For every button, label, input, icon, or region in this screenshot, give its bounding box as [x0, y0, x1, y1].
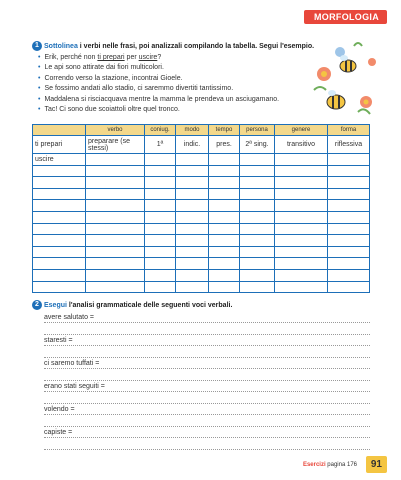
table-cell[interactable] — [240, 165, 275, 177]
table-cell[interactable] — [86, 211, 145, 223]
table-cell[interactable] — [176, 258, 209, 270]
exercise-2-number: 2 — [32, 300, 42, 310]
table-cell[interactable] — [240, 211, 275, 223]
table-cell[interactable] — [145, 188, 176, 200]
table-cell[interactable] — [145, 154, 176, 166]
table-row — [33, 235, 370, 247]
table-cell[interactable] — [240, 258, 275, 270]
table-cell[interactable] — [145, 269, 176, 281]
table-header-coniug: coniug. — [145, 125, 176, 136]
answer-line[interactable]: capiste = — [44, 429, 370, 439]
table-cell[interactable] — [275, 235, 328, 247]
table-cell[interactable] — [209, 246, 240, 258]
table-cell[interactable] — [275, 258, 328, 270]
page-number: 91 — [366, 456, 387, 473]
table-row — [33, 154, 370, 166]
table-cell[interactable] — [275, 165, 328, 177]
table-cell[interactable] — [33, 188, 86, 200]
table-cell[interactable] — [240, 235, 275, 247]
table-cell[interactable] — [328, 188, 370, 200]
table-header-verbo: verbo — [86, 125, 145, 136]
table-row — [33, 246, 370, 258]
table-row — [33, 269, 370, 281]
exercise-1-number: 1 — [32, 41, 42, 51]
answer-line[interactable]: ci saremo tuffati = — [44, 360, 370, 370]
table-cell[interactable] — [240, 200, 275, 212]
table-cell[interactable] — [328, 211, 370, 223]
answer-line[interactable] — [44, 326, 370, 336]
table-cell[interactable] — [33, 246, 86, 258]
table-cell[interactable] — [240, 154, 275, 166]
table-cell[interactable] — [328, 177, 370, 189]
table-cell: 2ª sing. — [240, 136, 275, 154]
table-cell[interactable] — [209, 258, 240, 270]
table-cell[interactable] — [209, 269, 240, 281]
table-header-row — [33, 125, 370, 136]
table-cell[interactable] — [240, 223, 275, 235]
exercise-1-title: 1 Sottolinea i verbi nelle frasi, poi analizzali compilando la tabella. Segui l'esempio. — [32, 41, 314, 51]
table-row — [33, 177, 370, 189]
table-cell[interactable] — [86, 281, 145, 293]
table-cell[interactable] — [328, 246, 370, 258]
table-cell[interactable] — [176, 269, 209, 281]
table-row — [33, 258, 370, 270]
answer-line[interactable] — [44, 349, 370, 359]
table-cell[interactable] — [240, 188, 275, 200]
sentence-4: • Se fossimo andati allo stadio, ci saremmo divertiti tantissimo. — [38, 84, 279, 94]
answer-line[interactable] — [44, 395, 370, 405]
table-cell: pres. — [209, 136, 240, 154]
table-cell[interactable] — [209, 165, 240, 177]
table-cell[interactable] — [33, 211, 86, 223]
answer-line[interactable]: erano stati seguiti = — [44, 383, 370, 393]
table-cell[interactable] — [33, 200, 86, 212]
table-cell[interactable] — [176, 281, 209, 293]
table-cell: uscire — [33, 154, 86, 166]
table-cell[interactable] — [145, 235, 176, 247]
table-cell[interactable] — [86, 269, 145, 281]
table-cell[interactable] — [86, 154, 145, 166]
table-header-tempo: tempo — [209, 125, 240, 136]
table-cell: riflessiva — [328, 136, 370, 154]
table-cell: preparare (se stessi) — [86, 136, 145, 154]
section-header: MORFOLOGIA — [304, 10, 387, 24]
table-row — [33, 188, 370, 200]
table-row-example — [33, 136, 370, 154]
answer-line[interactable]: staresti = — [44, 337, 370, 347]
table-cell[interactable] — [33, 165, 86, 177]
table-header-genere: genere — [275, 125, 328, 136]
sentence-2: • Le api sono attirate dai fiori multicolori. — [38, 63, 279, 73]
table-cell[interactable] — [176, 177, 209, 189]
table-header-persona: persona — [240, 125, 275, 136]
answer-line[interactable]: avere salutato = — [44, 314, 370, 324]
sentence-list — [38, 53, 279, 115]
table-cell[interactable] — [240, 177, 275, 189]
table-cell[interactable] — [209, 177, 240, 189]
analysis-table — [32, 124, 370, 293]
sentence-3: • Correndo verso la stazione, incontrai Gioele. — [38, 74, 279, 84]
table-header-modo: modo — [176, 125, 209, 136]
table-cell[interactable] — [240, 246, 275, 258]
table-cell[interactable] — [86, 188, 145, 200]
table-cell[interactable] — [328, 281, 370, 293]
table-cell[interactable] — [176, 188, 209, 200]
answer-line[interactable] — [44, 441, 370, 451]
table-cell[interactable] — [33, 223, 86, 235]
table-header-blank — [33, 125, 86, 136]
table-cell[interactable] — [145, 258, 176, 270]
sentence-1: • Erik, perché non ti prepari per uscire? — [38, 53, 279, 63]
table-cell[interactable] — [145, 200, 176, 212]
table-row — [33, 281, 370, 293]
table-cell[interactable] — [33, 281, 86, 293]
table-cell[interactable] — [275, 177, 328, 189]
table-cell[interactable] — [328, 269, 370, 281]
table-cell[interactable] — [275, 269, 328, 281]
table-cell[interactable] — [275, 211, 328, 223]
table-row — [33, 211, 370, 223]
table-cell[interactable] — [328, 154, 370, 166]
table-cell[interactable] — [145, 246, 176, 258]
table-cell[interactable] — [275, 281, 328, 293]
table-cell[interactable] — [86, 165, 145, 177]
table-row — [33, 200, 370, 212]
table-cell[interactable] — [176, 165, 209, 177]
bees-flowers-illustration — [310, 40, 382, 120]
table-cell: indic. — [176, 136, 209, 154]
table-cell[interactable] — [209, 154, 240, 166]
table-cell[interactable] — [275, 154, 328, 166]
table-cell[interactable] — [275, 246, 328, 258]
table-cell[interactable] — [86, 177, 145, 189]
table-cell[interactable] — [275, 200, 328, 212]
exercise-2-title: 2 Esegui l'analisi grammaticale delle seguenti voci verbali. — [32, 300, 232, 310]
table-cell[interactable] — [328, 165, 370, 177]
table-row — [33, 223, 370, 235]
table-cell[interactable] — [328, 235, 370, 247]
exercise-reference[interactable]: Esercizi pagina 176 — [302, 462, 357, 468]
sentence-6: • Tac! Ci sono due scoiattoli oltre quel tronco. — [38, 105, 279, 115]
answer-line[interactable] — [44, 372, 370, 382]
table-cell[interactable] — [86, 246, 145, 258]
table-cell[interactable] — [33, 269, 86, 281]
table-cell[interactable] — [176, 235, 209, 247]
table-cell[interactable] — [209, 281, 240, 293]
table-cell: ti prepari — [33, 136, 86, 154]
answer-line[interactable] — [44, 418, 370, 428]
table-cell[interactable] — [328, 223, 370, 235]
table-cell[interactable] — [86, 235, 145, 247]
table-cell[interactable] — [209, 200, 240, 212]
table-cell[interactable] — [176, 154, 209, 166]
table-cell: transitivo — [275, 136, 328, 154]
table-header-forma: forma — [328, 125, 370, 136]
table-cell[interactable] — [328, 258, 370, 270]
table-cell[interactable] — [33, 177, 86, 189]
table-cell[interactable] — [176, 200, 209, 212]
table-cell[interactable] — [209, 223, 240, 235]
table-cell[interactable] — [176, 223, 209, 235]
table-cell[interactable] — [275, 188, 328, 200]
table-cell[interactable] — [86, 200, 145, 212]
table-cell: 1ª — [145, 136, 176, 154]
table-cell[interactable] — [86, 258, 145, 270]
table-cell[interactable] — [240, 281, 275, 293]
table-cell[interactable] — [275, 223, 328, 235]
table-cell[interactable] — [145, 211, 176, 223]
table-cell[interactable] — [145, 281, 176, 293]
table-cell[interactable] — [176, 246, 209, 258]
table-row — [33, 165, 370, 177]
table-cell[interactable] — [33, 235, 86, 247]
table-cell[interactable] — [176, 211, 209, 223]
table-cell[interactable] — [328, 200, 370, 212]
table-cell[interactable] — [145, 223, 176, 235]
sentence-5: • Maddalena si risciacquava mentre la mamma le prendeva un asciugamano. — [38, 95, 279, 105]
table-cell[interactable] — [145, 177, 176, 189]
answer-line[interactable]: volendo = — [44, 406, 370, 416]
table-cell[interactable] — [86, 223, 145, 235]
table-cell[interactable] — [209, 188, 240, 200]
table-cell[interactable] — [145, 165, 176, 177]
table-cell[interactable] — [240, 269, 275, 281]
table-cell[interactable] — [209, 211, 240, 223]
table-cell[interactable] — [33, 258, 86, 270]
table-cell[interactable] — [209, 235, 240, 247]
